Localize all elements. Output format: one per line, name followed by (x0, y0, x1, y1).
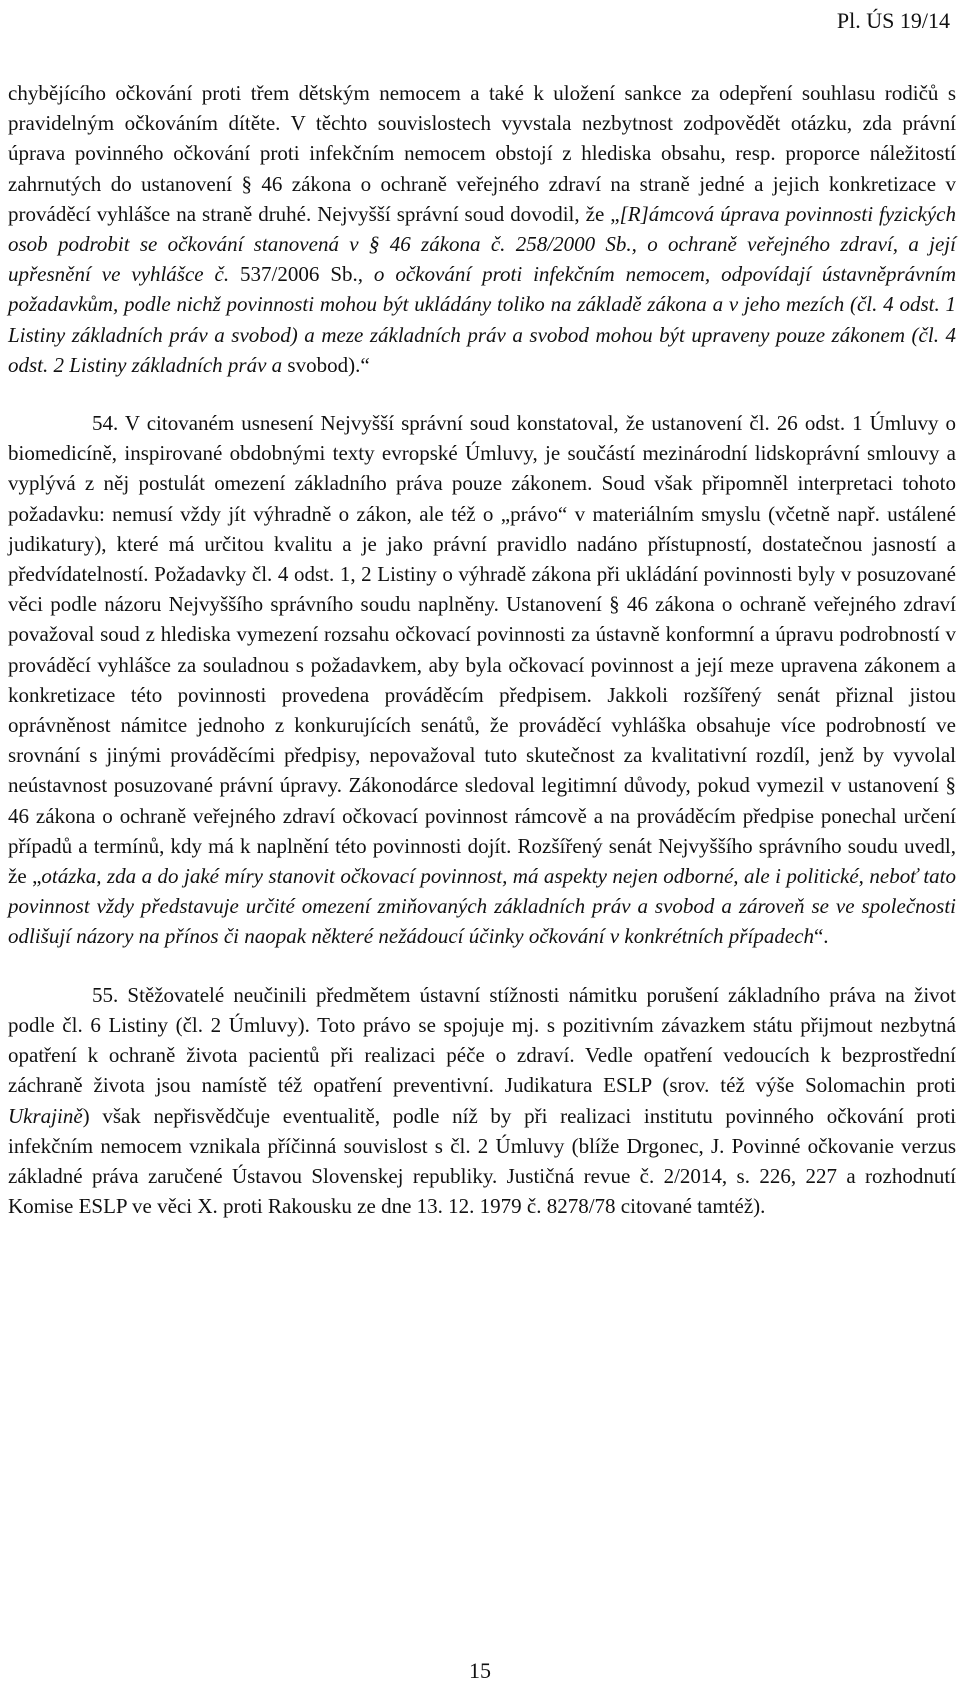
paragraph-text: chybějícího očkování proti třem dětským nemocem a také k uložení sankce za odepření souhlasu rodičů s pravidelným očkováním dítěte. V těchto souvislostech vyvstala nezbytnost zodpovědět otázku, zda právní úprava povinného očkování proti infekčním nemocem obstojí z hlediska obsahu, resp. proporce náležitostí zahrnutých do ustanovení § 46 zákona o ochraně veřejného zdraví na straně jedné a jejich konkretizace v prováděcí vyhlášce na straně druhé. Nejvyšší správní soud dovodil, že „ (8, 81, 956, 226)
paragraph-55 (8, 980, 956, 1222)
case-name-text: Ukrajině (8, 1103, 83, 1128)
quoted-text: [R]ámcová úprava povinnosti fyzických osob podrobit se očkování stanovená v § 46 zákona č. 258/2000 Sb. (8, 201, 956, 257)
quoted-text: , o očkování proti infekčním nemocem, odpovídají ústavněprávním požadavkům, podle nichž povinnosti mohou být ukládány toliko na základě zákona a v jeho mezích (čl. 4 odst. 1 Listiny základních práv a svobod) a meze základních práv a svobod mohou být upraveny pouze zákonem (čl. 4 odst. 2 Listiny základních práv a (8, 262, 957, 377)
quoted-text: , o ochraně veřejného zdraví, a její upřesnění ve vyhlášce č. (8, 232, 956, 287)
paragraph-text: 54. V citovaném usnesení Nejvyšší správní soud konstatoval, že ustanovení čl. 26 odst. 1 Úmluvy o biomedicíně, inspirované obdobnými texty evropské Úmluvy, je součástí mezinárodní lidskoprávní smlouvy a vyplývá z něj postulát omezení základního práva pouze zákonem. Soud však připomněl interpretaci tohoto požadavku: nemusí vždy jít výhradně o zákon, ale též o „právo“ v materiálním smyslu (včetně např. ustálené judikatury), které má určitou kvalitu a je jako právní pravidlo nadáno přístupností, dostatečnou jasností a předvídatelností. Požadavky čl. 4 odst. 1, 2 Listiny o výhradě zákona při ukládání povinnosti byly v posuzované věci podle názoru Nejvyššího správního soudu naplněny. Ustanovení § 46 zákona o ochraně veřejného zdraví považoval soud z hlediska vymezení rozsahu očkovací povinnosti za ústavně konformní a úpravu podrobností v prováděcí vyhlášce za souladnou s požadavkem, aby byla očkovací povinnost a její meze upravena zákonem a konkretizace této povinnosti provedena prováděcím předpisem. Jakkoli rozšířený senát přiznal jistou oprávněnost námitce jednoho z konkurujících senátů, že prováděcí vyhláška obsahuje více podrobností ve srovnání s jinými prováděcími předpisy, nepovažoval tuto skutečnost za kvalitativní rozdíl, jenž by vyvolal neústavnost posuzované právní úpravy. Zákonodárce sledoval legitimní důvody, pokud vymezil v ustanovení § 46 zákona o ochraně veřejného zdraví očkovací povinnost rámcově a na prováděcím předpise ponechal určení případů a termínů, kdy má k naplnění této povinnosti dojít. Rozšířený senát Nejvyššího správního soudu uvedl, že „ (8, 411, 956, 889)
paragraph-text: 55. Stěžovatelé neučinili předmětem ústavní stížnosti námitku porušení základního práva na život podle čl. 6 Listiny (čl. 2 Úmluvy). Toto právo se spojuje mj. s pozitivním závazkem státu přijmout nezbytná opatření k ochraně života pacientů při realizaci péče o zdraví. Vedle opatření vedoucích k bezprostřední záchraně života jsou namístě též opatření preventivní. Judikatura ESLP (srov. též výše Solomachin proti (8, 982, 956, 1098)
document-body (8, 78, 956, 1221)
paragraph-text: 537/2006 Sb. (229, 262, 358, 287)
paragraph-text: “. (813, 924, 829, 949)
paragraph-53-continuation (8, 78, 956, 380)
paragraph-text: ) však nepřisvědčuje eventualitě, podle níž by při realizaci institutu povinného očkování proti infekčním nemocem vznikala příčinná souvislost s čl. 2 Úmluvy (blíže Drgonec, J. Povinné očkovanie verzus základné práva zaručené Ústavou Slovenskej republiky. Justičná revue č. 2/2014, s. 226, 227 a rozhodnutí Komise ESLP ve věci X. proti Rakousku ze dne 13. 12. 1979 č. 8278/78 citované tamtéž). (8, 1103, 956, 1219)
page-number: 15 (469, 1658, 491, 1683)
paragraph-54 (8, 408, 956, 952)
paragraph-text: svobod).“ (282, 352, 370, 377)
quoted-text: otázka, zda a do jaké míry stanovit očkovací povinnost, má aspekty nejen odborné, ale i politické, neboť tato povinnost vždy představuje určité omezení zmiňovaných základních práv a svobod a zároveň se ve společnosti odlišují názory na přínos či naopak některé nežádoucí účinky očkování v konkrétních případech (8, 864, 956, 949)
case-number-header: Pl. ÚS 19/14 (836, 8, 950, 33)
